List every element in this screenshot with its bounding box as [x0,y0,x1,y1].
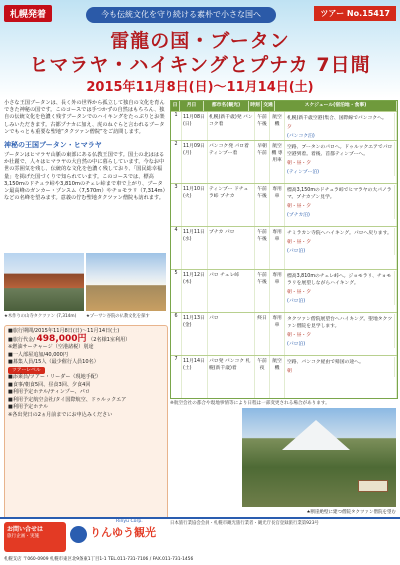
hotel-text: (ティンプー泊) [286,167,395,176]
date-cell: 11月14日(土) [182,356,208,398]
hotels-row: ■利用予定ホテル/ティンプー、パロ [8,389,90,395]
table-row [171,226,397,269]
photo-caption-1: ★木作りの山寺タクツァン (7,314m) [4,314,77,319]
inquiry-box [4,522,66,552]
header-transport: 交通機関 [262,101,275,111]
header-city: 都市名(観光) [204,101,249,111]
itinerary-table [170,100,398,399]
title-line-2: ヒマラヤ・ハイキングとプナカ 7日間 [29,54,371,76]
contact-text: 札幌支店 〒060-0909 札幌市東区北9条東1丁目1-1 TEL.011-731-7106 / FAX.011-731-1456 [4,557,194,562]
price-label: ■旅行代金/ [8,336,35,343]
temple-photo [86,253,166,311]
meal-text: 朝・昼・夕 [286,201,395,210]
left-column [4,100,166,202]
schedule-cell [285,141,397,183]
city-cell: ティンプー ドチュラ峠 プナカ [208,184,255,226]
day-cell: 3 [171,184,182,226]
single-room: ■一人部屋追加/40,000円 [8,351,69,358]
fuel-note: ※燃油サーチャージ（空港諸税）別途 [8,344,94,350]
organizer-label: 旅行企画・実施 [7,534,40,539]
title-line-1: 雷龍の国・ブータン [110,30,290,52]
tour-dates: 2015年11月8日(日)～11月14日(土) [86,80,314,95]
table-row [171,355,397,398]
date-cell: 11月10日(火) [182,184,208,226]
date-cell: 11月11日(水) [182,227,208,269]
meal-text: 夕 [286,122,395,131]
intro-text: 小さな王国ブータンは、長く外の世界から孤立して独自の文化を育んできた神秘の国です。このコースでは手つかずの自然はもちろん、独自の伝統文化を色濃く残すブータンでのハイキングをたっぷりとお楽しみいただきます。古都プナカに加え、虎のねぐらと言われるブータンでもっとも重要な聖地“タクツァン僧院”をご訪問します。 [4,100,165,135]
city-cell: パロ発 バンコク 札幌(新千歳)着 [208,356,255,398]
schedule-text: 標高3,810mのチェレ峠へ。ジョモラリ、チョモラリを展望しながらハイキング。 [286,271,395,287]
date-cell: 11月12日(木) [182,270,208,312]
schedule-text: チミラカン寺院へハイキング。パロへ戻ります。 [286,228,395,237]
time-cell: 午前 午後 [255,270,270,312]
schedule-cell [285,356,397,398]
date-cell: 11月08日(日) [182,112,208,140]
hotel-text: (プナカ泊) [286,210,395,219]
transport-cell: 航空機 [270,112,285,140]
schedule-text: 空路、ブータンのパロへ。ドゥルックエアでパロ空港到着。着後、首都ティンプーへ。 [286,142,395,158]
time-cell: 午前 午後 [255,227,270,269]
transport-cell: 専用車 [270,227,285,269]
meal-text: 朝・昼・夕 [286,330,395,339]
association-text: 日本旅行業協会会員・札幌市観光旅行業者・観光庁長官登録旅行業第923号 [170,521,319,526]
hotel-text: (パロ泊) [286,246,395,255]
schedule-text: 標高3,150mのドチュラ峠でヒマラヤの大パノラマ。プナカゾン見学。 [286,185,395,201]
insurance-row: ■利用予定ホテル [8,404,49,410]
tour-level-row [5,367,167,375]
city-cell: バンコク発 パロ着 ティンプー着 [208,141,255,183]
date-cell: 11月13日(金) [182,313,208,355]
meal-text: 朝・昼・夕 [286,158,395,167]
monastery-photo [4,253,84,311]
meal-text: 朝・昼・夕 [286,237,395,246]
photo-caption-2: ★プーサン谷院の仏教文化を探す [86,314,150,319]
day-cell: 7 [171,356,182,398]
mountain-photo [242,408,396,507]
table-row [171,312,397,355]
table-header [171,101,397,118]
inquiry-label: お問い合せは [7,526,44,533]
company-logo-icon [70,526,87,543]
meal-text: 朝・昼・夕 [286,287,395,296]
price-row [5,333,167,345]
schedule-cell [285,112,397,140]
price-note: （2名様1室利用） [88,336,131,343]
city-cell: プナカ パロ [208,227,255,269]
departure-badge: 札幌発着 [4,5,52,22]
photo-strip [4,253,166,321]
header-day: 日 [171,101,180,111]
company-corp-label: Rinyu Corp. [116,519,143,524]
transport-cell: 航空機 専用車 [270,141,285,183]
min-group: ■募集人員/15人（最少催行人員10名） [8,359,99,365]
table-row [171,183,397,226]
footer [0,517,400,565]
schedule-cell [285,227,397,269]
city-cell: 札幌(新千歳)発 バンコク着 [208,112,255,140]
transport-cell: 航空機 [270,356,285,398]
schedule-cell [285,270,397,312]
schedule-cell [285,184,397,226]
period-row: ■旅行期間/2015年11月8日(日)～11月14日(土) [8,328,120,334]
hotel-text: (バンコク泊) [286,131,395,140]
schedule-text: タクツァン僧院展望台へハイキング。聖地タクツァン僧院を見学します。 [286,314,395,330]
schedule-text: 空路、バンコク経由で帰国の途へ。 [286,357,395,366]
meal-text: 朝 [286,366,395,375]
time-cell: 終日 [255,313,270,355]
section-body: ブータンはヒマラヤ山脈の東部にある仏教王国です。国土の北ははるか壮麗で、人々はヒマラヤの大自然の中に暮らしています。今なお中世の雰囲気を残し、伝統的な文化を色濃く残しており、「国民総幸福量」を掲げた国づくりで知られています。このコースでは、標高3,150mのドチュラ峠や3,810mのチェレ峠まで車で上がり、ブータン最高峰のガンカー・プンスム（7,570m）やチョモラリ（7,314m）などの名峰を望みます。意義の佇む聖地タクツァン僧院も訪れます。 [4,152,166,202]
hotel-text [286,375,395,377]
header-banner [0,0,400,98]
hotel-text: (パロ泊) [286,296,395,305]
monastery-shape [358,480,388,492]
time-cell: 早朝 午前 [255,141,270,183]
company-name: りんゆう観光 [90,526,156,539]
price-value: 498,000円 [36,333,87,344]
schedule-text: 札幌(新千歳空港)集合、国際線でバンコクへ。 [286,113,395,122]
tagline: 今も伝統文化を守り続ける素朴で小さな国へ [86,7,276,23]
header-schedule: スケジュール(宿泊地・食事) [275,101,397,111]
header-date: 月日 [180,101,204,111]
table-row [171,111,397,140]
tour-level-label: ツアーレベル [8,367,45,375]
table-body [171,111,397,398]
mountain-photo-caption: ★断崖絶壁に建つ僧院タクツァン僧院を望む [306,510,396,515]
day-cell: 2 [171,141,182,183]
day-cell: 1 [171,112,182,140]
tour-number: ツアー No.15417 [314,6,396,21]
meals-row: ■食事/朝食5回、昼食3回、夕食4回 [8,381,91,388]
city-cell: パロ チェレ峠 [208,270,255,312]
header-time: 時刻 [249,101,262,111]
conductor-row: ■添乗員/ツアー・リーダー（現地手配） [8,374,101,380]
transport-cell: 専用車 [270,313,285,355]
time-cell: 午前 午後 [255,184,270,226]
day-cell: 5 [171,270,182,312]
itinerary-note: ※航空会社の都合や現地事情等により日程は一部変更される場合があります。 [170,401,330,406]
day-cell: 6 [171,313,182,355]
city-cell: パロ [208,313,255,355]
schedule-cell [285,313,397,355]
transport-cell: 専用車 [270,270,285,312]
tour-details-box [4,325,168,537]
time-cell: 午前 午後 [255,112,270,140]
time-cell: 午前 夜 [255,356,270,398]
airline-row: ■利用予定航空会社/タイ国際航空、ドゥルックエア [8,396,127,403]
table-row [171,140,397,183]
transport-cell: 専用車 [270,184,285,226]
notes-row: ※各出発日の2ヵ月前までにお申込みください [8,411,113,418]
date-cell: 11月09日(月) [182,141,208,183]
hotel-text: (パロ泊) [286,339,395,348]
table-row [171,269,397,312]
section-heading: 神秘の王国ブータン・ヒマラヤ [4,141,102,150]
day-cell: 4 [171,227,182,269]
